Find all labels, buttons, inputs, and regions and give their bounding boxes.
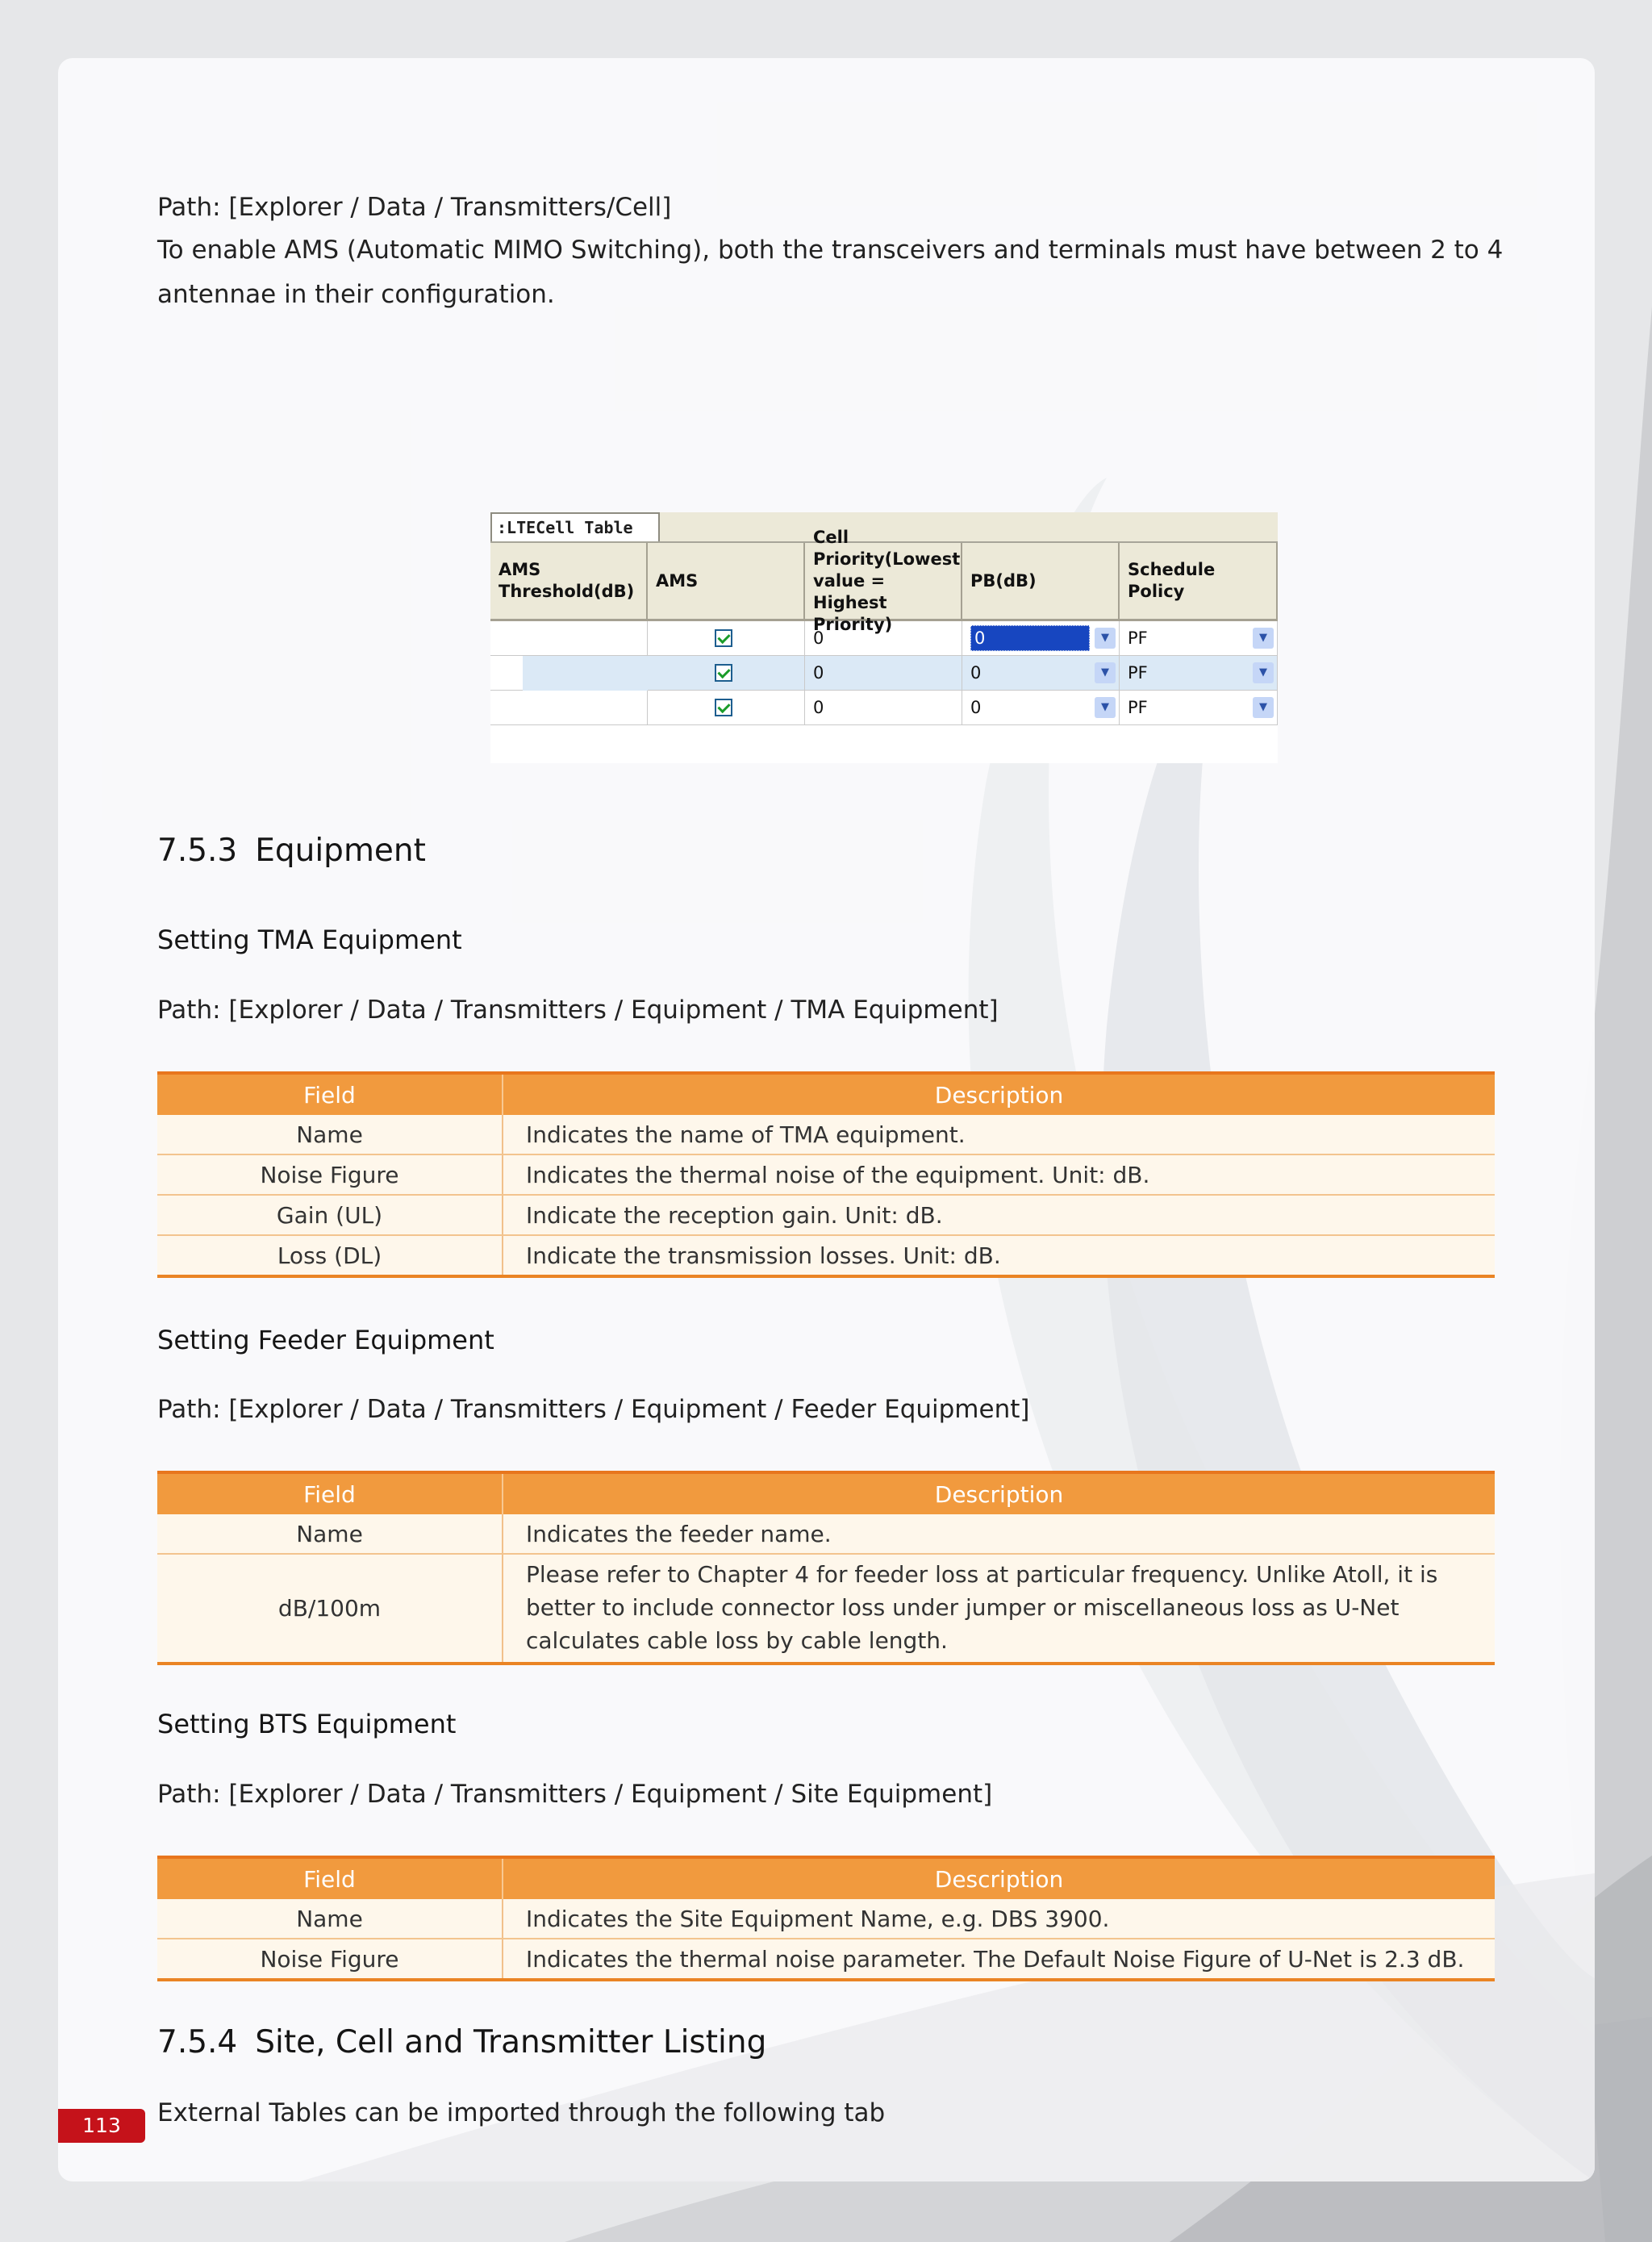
description-cell: Indicate the transmission losses. Unit: dB. — [503, 1235, 1495, 1276]
path-bts-text: Path: [Explorer / Data / Transmitters / Equipment / Site Equipment] — [157, 1780, 993, 1809]
description-cell: Indicates the feeder name. — [503, 1514, 1495, 1554]
section-number: 7.5.4 — [157, 2024, 238, 2060]
column-header-description: Description — [503, 1472, 1495, 1514]
tma-field-table — [157, 1071, 1495, 1278]
document-page — [58, 58, 1595, 2181]
section-heading-equipment — [157, 833, 426, 869]
header-ams[interactable]: AMS — [648, 543, 805, 621]
field-cell: Name — [157, 1899, 503, 1939]
column-header-description: Description — [503, 1073, 1495, 1115]
section-number: 7.5.3 — [157, 833, 238, 869]
header-schedule-policy[interactable]: Schedule Policy — [1120, 543, 1278, 621]
ams-checkbox[interactable] — [715, 664, 732, 682]
header-ams-threshold[interactable]: AMS Threshold(dB) — [490, 543, 648, 621]
lte-row — [490, 691, 1278, 725]
field-cell: Gain (UL) — [157, 1195, 503, 1235]
chevron-down-icon[interactable]: ▼ — [1095, 662, 1116, 683]
chevron-down-icon[interactable]: ▼ — [1253, 697, 1274, 718]
ams-note-text: To enable AMS (Automatic MIMO Switching), both the transceivers and terminals must have between 2 to 4 antennae in their configuration. — [157, 236, 1504, 309]
table-row — [157, 1154, 1495, 1195]
cell-priority-value[interactable]: 0 — [805, 621, 962, 656]
chevron-down-icon[interactable]: ▼ — [1253, 628, 1274, 649]
table-row — [157, 1195, 1495, 1235]
pb-select[interactable] — [962, 656, 1120, 691]
pb-select[interactable] — [962, 621, 1120, 656]
table-row — [157, 1554, 1495, 1664]
section-title: Equipment — [255, 833, 426, 869]
column-header-field: Field — [157, 1857, 503, 1899]
schedule-policy-value: PF — [1128, 698, 1148, 717]
schedule-policy-value: PF — [1128, 663, 1148, 683]
table-row — [157, 1514, 1495, 1554]
column-header-field: Field — [157, 1472, 503, 1514]
column-header-description: Description — [503, 1857, 1495, 1899]
schedule-policy-value: PF — [1128, 628, 1148, 648]
chevron-down-icon[interactable]: ▼ — [1253, 662, 1274, 683]
section-title: Site, Cell and Transmitter Listing — [255, 2024, 767, 2060]
description-cell: Indicates the name of TMA equipment. — [503, 1115, 1495, 1154]
lte-row — [490, 621, 1278, 656]
field-cell: Name — [157, 1514, 503, 1554]
lte-row — [490, 656, 1278, 691]
listing-text: External Tables can be imported through the following tab — [157, 2098, 886, 2127]
cell-priority-value[interactable]: 0 — [805, 656, 962, 691]
table-row — [157, 1235, 1495, 1276]
header-cell-priority[interactable]: Priority(Lowest value = Highest Priority) — [805, 543, 962, 621]
cell-ams-threshold[interactable] — [490, 691, 648, 725]
bts-field-table — [157, 1856, 1495, 1981]
ams-checkbox[interactable] — [715, 699, 732, 716]
header-pb[interactable]: PB(dB) — [962, 543, 1120, 621]
field-cell: dB/100m — [157, 1554, 503, 1664]
field-cell: Noise Figure — [157, 1154, 503, 1195]
field-cell: Name — [157, 1115, 503, 1154]
lte-cell-table-screenshot — [490, 512, 1278, 763]
heading-tma: Setting TMA Equipment — [157, 925, 462, 955]
section-heading-listing — [157, 2024, 766, 2060]
description-cell: Indicates the thermal noise parameter. The Default Noise Figure of U-Net is 2.3 dB. — [503, 1939, 1495, 1980]
table-row — [157, 1899, 1495, 1939]
description-cell: Indicates the Site Equipment Name, e.g. DBS 3900. — [503, 1899, 1495, 1939]
feeder-field-table — [157, 1471, 1495, 1665]
description-cell: Indicate the reception gain. Unit: dB. — [503, 1195, 1495, 1235]
description-cell: Please refer to Chapter 4 for feeder loss at particular frequency. Unlike Atoll, it is better to include connector loss under jumper or miscellaneous loss as U-Net calculates cable loss by cable length. — [503, 1554, 1495, 1664]
schedule-policy-select[interactable] — [1120, 621, 1278, 656]
table-row — [157, 1939, 1495, 1980]
heading-bts: Setting BTS Equipment — [157, 1709, 457, 1739]
cell-priority-value[interactable]: 0 — [805, 691, 962, 725]
path-feeder-text: Path: [Explorer / Data / Transmitters / Equipment / Feeder Equipment] — [157, 1395, 1030, 1424]
pb-selected-value: 0 — [970, 625, 1090, 651]
path-cell-text: Path: [Explorer / Data / Transmitters/Cell] — [157, 193, 672, 222]
field-cell: Noise Figure — [157, 1939, 503, 1980]
column-header-field: Field — [157, 1073, 503, 1115]
heading-feeder: Setting Feeder Equipment — [157, 1325, 494, 1355]
schedule-policy-select[interactable] — [1120, 691, 1278, 725]
ams-checkbox[interactable] — [715, 629, 732, 647]
field-cell: Loss (DL) — [157, 1235, 503, 1276]
cell-ams-threshold[interactable] — [490, 621, 648, 656]
page-number-badge: 113 — [58, 2109, 145, 2143]
chevron-down-icon[interactable]: ▼ — [1095, 628, 1116, 649]
table-row — [157, 1115, 1495, 1154]
path-tma-text: Path: [Explorer / Data / Transmitters / Equipment / TMA Equipment] — [157, 996, 999, 1025]
schedule-policy-select[interactable] — [1120, 656, 1278, 691]
description-cell: Indicates the thermal noise of the equipment. Unit: dB. — [503, 1154, 1495, 1195]
pb-value: 0 — [970, 663, 982, 683]
pb-select[interactable] — [962, 691, 1120, 725]
pb-value: 0 — [970, 698, 982, 717]
chevron-down-icon[interactable]: ▼ — [1095, 697, 1116, 718]
tab-ltecell-table[interactable]: :LTECell Table — [490, 512, 660, 541]
